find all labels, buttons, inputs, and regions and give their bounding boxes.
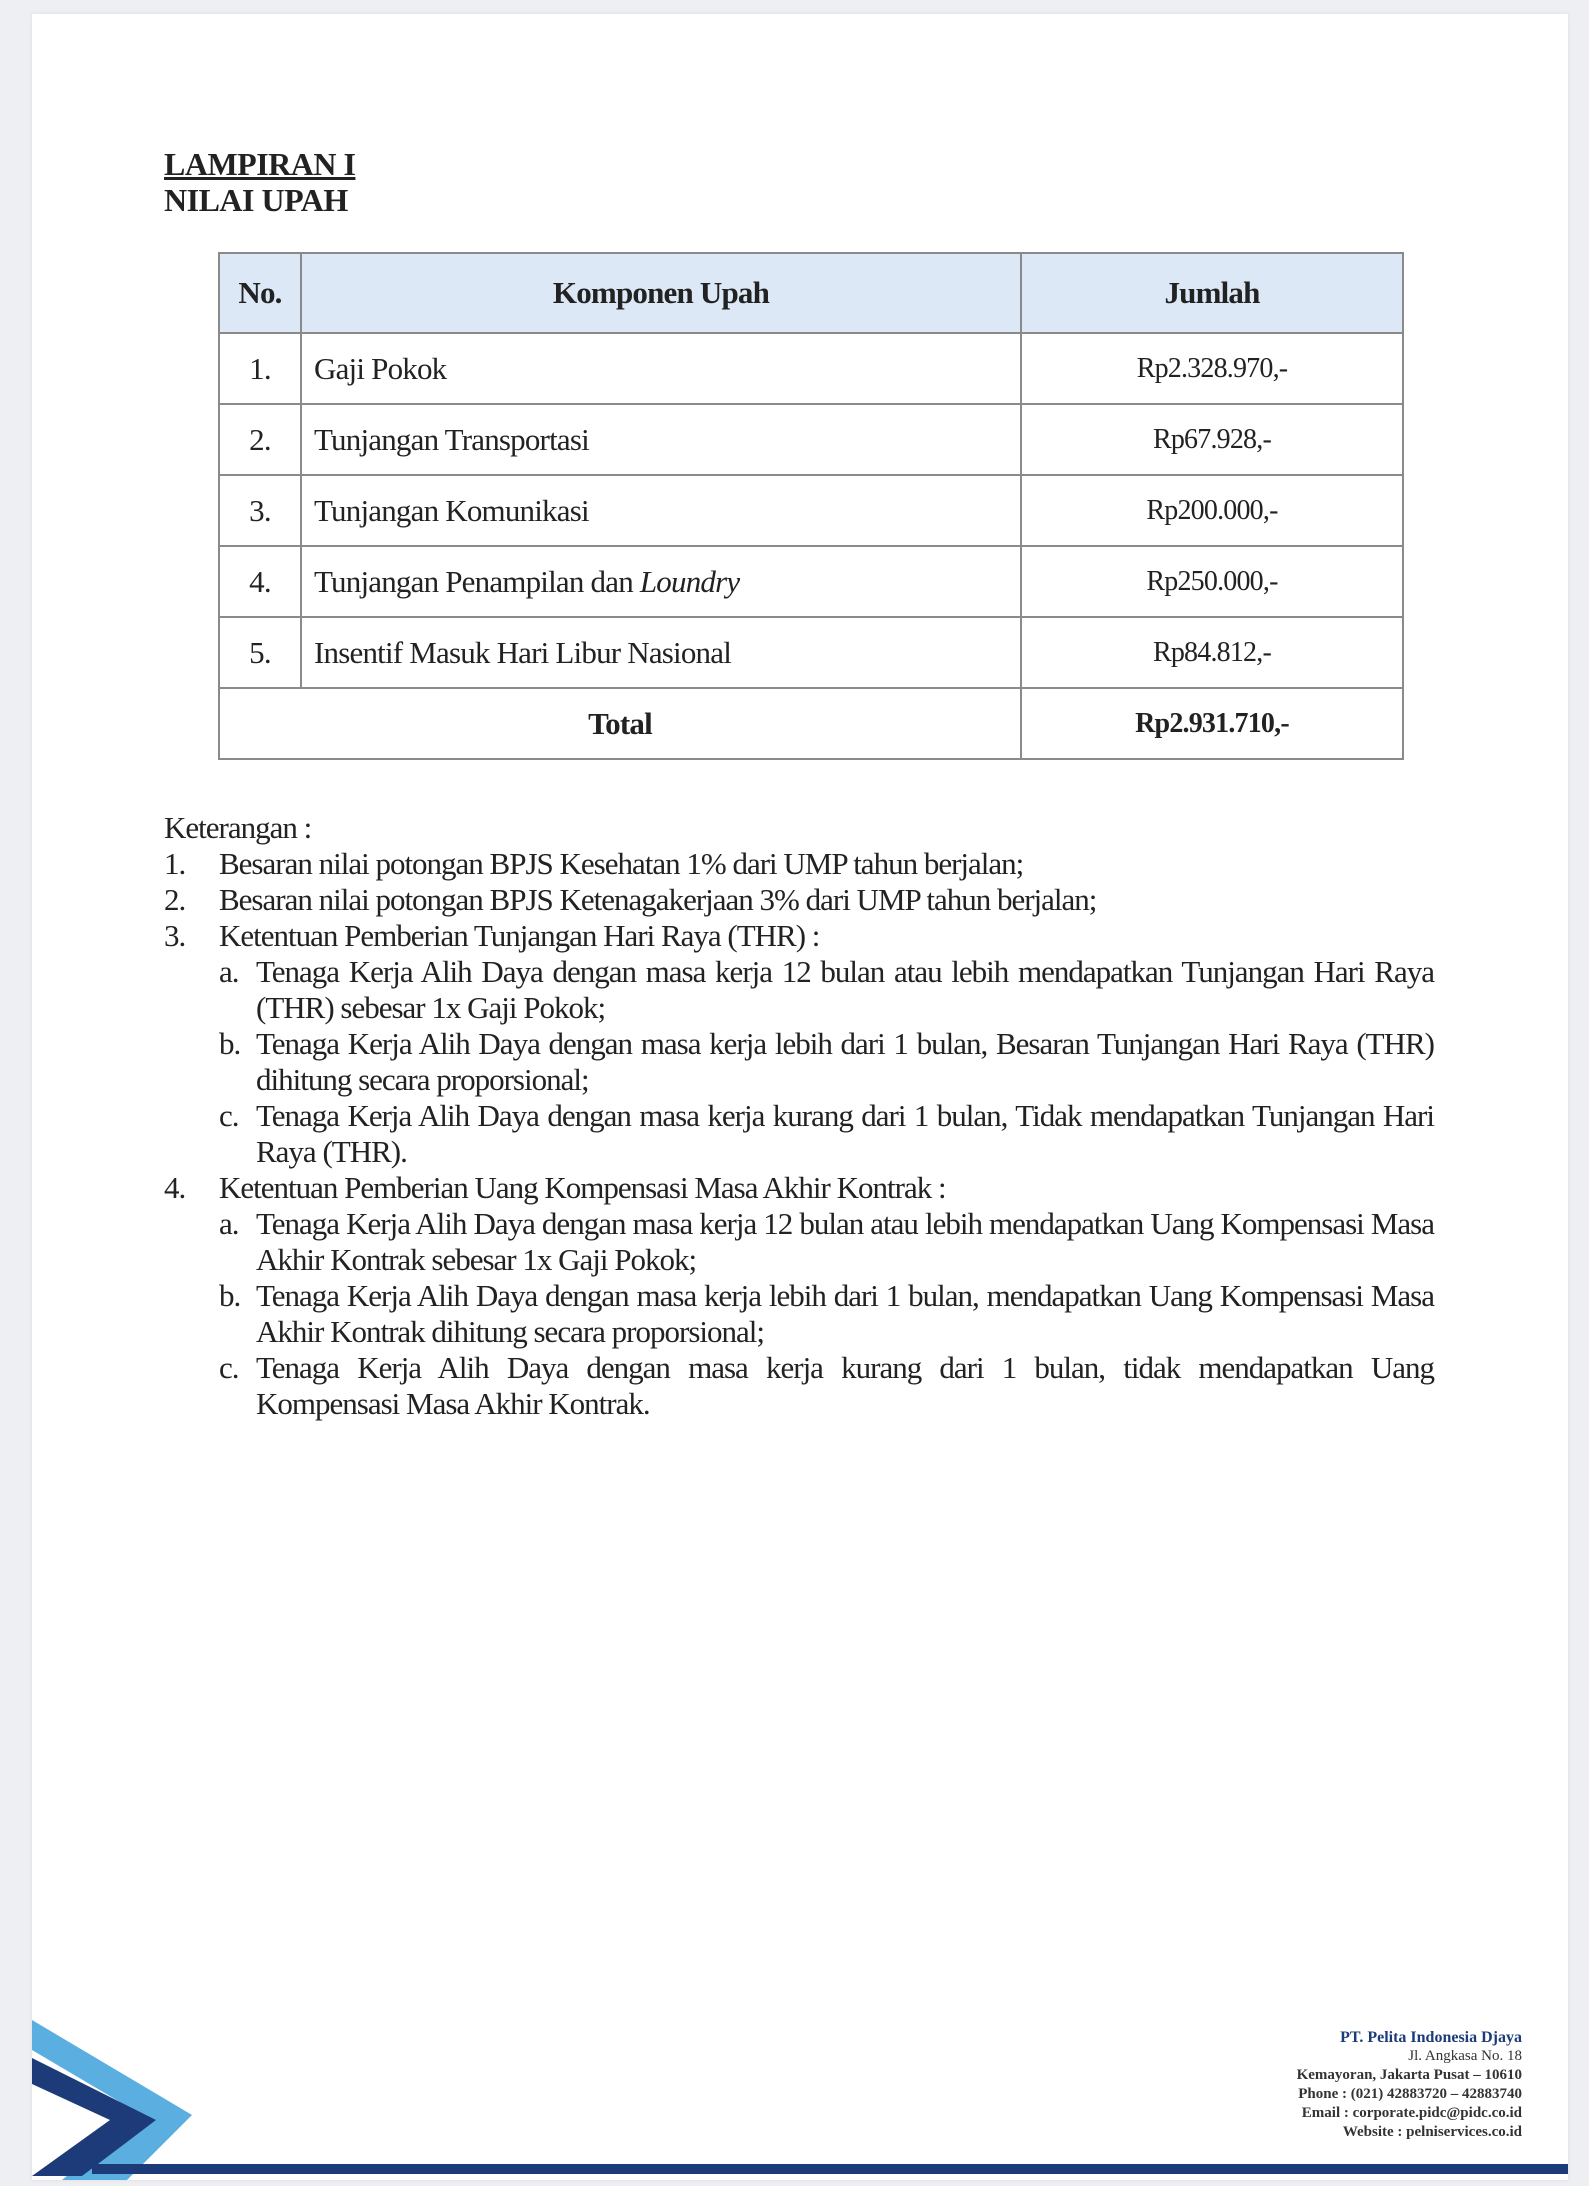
row-component: [301, 404, 1021, 475]
list-item: [164, 918, 1434, 1170]
title-line-lampiran: LAMPIRAN I: [164, 146, 356, 182]
document-page: [32, 14, 1568, 2180]
list-item-text: Besaran nilai potongan BPJS Ketenagakerjaan 3% dari UMP tahun berjalan;: [219, 882, 1097, 917]
row-component-text: Tunjangan Transportasi: [314, 421, 589, 457]
document-title: [164, 146, 355, 218]
sub-list-item: [219, 1026, 1434, 1098]
sub-list-item: [219, 1278, 1434, 1350]
notes-heading: Keterangan :: [164, 810, 312, 845]
row-component-text: Tunjangan Komunikasi: [314, 492, 589, 528]
row-component-italic: Loundry: [639, 563, 740, 599]
wage-table: [218, 252, 1404, 760]
row-no: 2.: [219, 404, 301, 475]
row-component-text: Tunjangan Penampilan dan: [314, 563, 640, 599]
row-no: 3.: [219, 475, 301, 546]
sub-item-letter: a.: [219, 1206, 239, 1241]
table-row: [219, 333, 1403, 404]
row-component-text: Gaji Pokok: [314, 350, 447, 386]
sub-item-letter: c.: [219, 1098, 239, 1133]
sub-item-text: Tenaga Kerja Alih Daya dengan masa kerja 12 bulan atau lebih mendapatkan Uang Kompensasi Masa Akhir Kontrak sebesar 1x Gaji Pokok;: [256, 1206, 1434, 1277]
list-item-number: 2.: [164, 882, 186, 917]
table-row: [219, 546, 1403, 617]
company-name: PT. Pelita Indonesia Djaya: [1340, 2029, 1522, 2046]
list-item: [164, 846, 1434, 882]
row-component: [301, 617, 1021, 688]
header-component: Komponen Upah: [301, 253, 1021, 333]
sub-list-item: [219, 1098, 1434, 1170]
total-row: [219, 688, 1403, 759]
list-item-number: 4.: [164, 1170, 186, 1205]
row-component: [301, 546, 1021, 617]
sub-item-letter: c.: [219, 1350, 239, 1385]
list-item: [164, 1170, 1434, 1422]
table-header-row: [219, 253, 1403, 333]
company-info: [1297, 2028, 1522, 2142]
list-item-number: 3.: [164, 918, 186, 953]
row-component: [301, 333, 1021, 404]
row-amount: Rp250.000,-: [1021, 546, 1403, 617]
company-website: Website : pelniservices.co.id: [1342, 2124, 1522, 2140]
row-amount: Rp200.000,-: [1021, 475, 1403, 546]
sub-list-item: [219, 1350, 1434, 1422]
row-no: 5.: [219, 617, 301, 688]
company-address-line2: Kemayoran, Jakarta Pusat – 10610: [1296, 2067, 1522, 2083]
company-email: Email : corporate.pidc@pidc.co.id: [1301, 2105, 1522, 2121]
table-row: [219, 475, 1403, 546]
sub-item-letter: b.: [219, 1278, 241, 1313]
table-row: [219, 617, 1403, 688]
company-logo-icon: [32, 1980, 232, 2180]
sub-list-item: [219, 1206, 1434, 1278]
header-no: No.: [219, 253, 301, 333]
total-amount: Rp2.931.710,-: [1021, 688, 1403, 759]
sub-list-item: [219, 954, 1434, 1026]
sub-list: [219, 1206, 1434, 1422]
sub-item-text: Tenaga Kerja Alih Daya dengan masa kerja lebih dari 1 bulan, mendapatkan Uang Kompensasi Masa Akhir Kontrak dihitung secara proporsional;: [256, 1278, 1434, 1349]
total-label: Total: [219, 688, 1021, 759]
sub-item-text: Tenaga Kerja Alih Daya dengan masa kerja 12 bulan atau lebih mendapatkan Tunjangan Hari Raya (THR) sebesar 1x Gaji Pokok;: [256, 954, 1434, 1025]
row-no: 1.: [219, 333, 301, 404]
footer-bar: [92, 2164, 1568, 2174]
sub-item-text: Tenaga Kerja Alih Daya dengan masa kerja lebih dari 1 bulan, Besaran Tunjangan Hari Raya (THR) dihitung secara proporsional;: [256, 1026, 1434, 1097]
sub-item-text: Tenaga Kerja Alih Daya dengan masa kerja kurang dari 1 bulan, tidak mendapatkan Uang Kompensasi Masa Akhir Kontrak.: [256, 1350, 1434, 1421]
row-amount: Rp67.928,-: [1021, 404, 1403, 475]
list-item-text: Ketentuan Pemberian Tunjangan Hari Raya (THR) :: [219, 918, 820, 953]
list-item: [164, 882, 1434, 918]
company-phone: Phone : (021) 42883720 – 42883740: [1298, 2086, 1522, 2102]
row-no: 4.: [219, 546, 301, 617]
list-item-number: 1.: [164, 846, 186, 881]
notes-list: [164, 846, 1434, 1422]
list-item-text: Besaran nilai potongan BPJS Kesehatan 1% dari UMP tahun berjalan;: [219, 846, 1024, 881]
sub-item-text: Tenaga Kerja Alih Daya dengan masa kerja kurang dari 1 bulan, Tidak mendapatkan Tunjangan Hari Raya (THR).: [256, 1098, 1434, 1169]
sub-item-letter: a.: [219, 954, 239, 989]
table-row: [219, 404, 1403, 475]
list-item-text: Ketentuan Pemberian Uang Kompensasi Masa Akhir Kontrak :: [219, 1170, 946, 1205]
row-component-text: Insentif Masuk Hari Libur Nasional: [314, 634, 732, 670]
header-amount: Jumlah: [1021, 253, 1403, 333]
row-amount: Rp2.328.970,-: [1021, 333, 1403, 404]
row-component: [301, 475, 1021, 546]
row-amount: Rp84.812,-: [1021, 617, 1403, 688]
company-address-line1: Jl. Angkasa No. 18: [1408, 2048, 1522, 2064]
notes-section: [164, 810, 1434, 1422]
sub-list: [219, 954, 1434, 1170]
sub-item-letter: b.: [219, 1026, 241, 1061]
title-line-nilai-upah: NILAI UPAH: [164, 182, 348, 218]
